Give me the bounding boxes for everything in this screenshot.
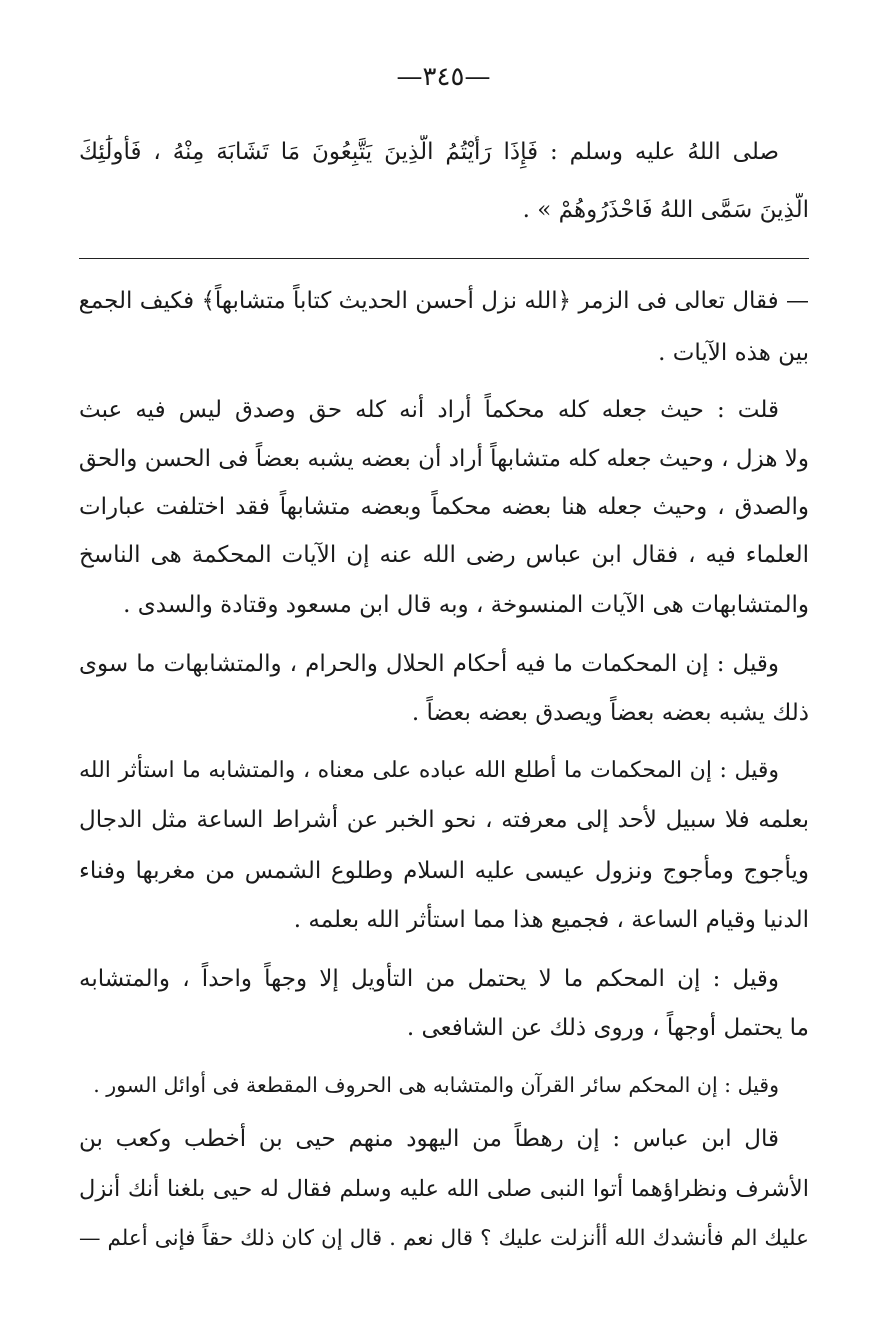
page-number: —٣٤٥—	[396, 62, 491, 92]
text-line: العلماء فيه ، فقال ابن عباس رضى الله عنه إن الآيات المحكمة هى الناسخ	[79, 542, 809, 568]
text-line: ذلك يشبه بعضه بعضاً ويصدق بعضه بعضاً .	[411, 700, 809, 726]
text-line: ولا هزل ، وحيث جعله كله متشابهاً أراد أن بعضه يشبه بعضاً فى الحسن والحق	[79, 446, 809, 472]
text-line: الأشرف ونظراؤهما أتوا النبى صلى الله عليه وسلم فقال له حيى بلغنا أنك أنزل	[79, 1176, 809, 1202]
text-line: وقيل : إن المحكم ما لا يحتمل من التأويل إلا وجهاً واحداً ، والمتشابه	[79, 966, 779, 992]
text-line: الدنيا وقيام الساعة ، فجميع هذا مما استأثر الله بعلمه .	[293, 907, 809, 933]
text-line: قلت : حيث جعله كله محكماً أراد أنه كله حق وصدق ليس فيه عبث	[79, 397, 779, 423]
text-line: بين هذه الآيات .	[658, 340, 809, 366]
text-line: ويأجوج ومأجوج ونزول عيسى عليه السلام وطلوع الشمس من مغربها وفناء	[79, 858, 809, 884]
text-line: وقيل : إن المحكمات ما أطلع الله عباده على معناه ، والمتشابه ما استأثر الله	[79, 758, 779, 783]
text-line: — فقال تعالى فى الزمر ﴿الله نزل أحسن الحديث كتاباً متشابهاً﴾ فكيف الجمع	[79, 288, 809, 314]
text-line: وقيل : إن المحكم سائر القرآن والمتشابه هى الحروف المقطعة فى أوائل السور .	[93, 1073, 779, 1097]
text-line: والمتشابهات هى الآيات المنسوخة ، وبه قال ابن مسعود وقتادة والسدى .	[123, 592, 809, 618]
text-line: وقيل : إن المحكمات ما فيه أحكام الحلال والحرام ، والمتشابهات ما سوى	[79, 651, 779, 677]
text-line: ما يحتمل أوجهاً ، وروى ذلك عن الشافعى .	[406, 1015, 809, 1041]
text-line: والصدق ، وحيث جعله هنا بعضه محكماً وبعضه متشابهاً فقد اختلفت عبارات	[79, 494, 809, 520]
quote-line-2: الَّذِينَ سَمَّى اللهُ فَاحْذَرُوهُمْ » .	[522, 197, 809, 223]
quote-line-1: صلى اللهُ عليه وسلم : فَإِذَا رَأَيْتُمُ الَّذِينَ يَتَّبِعُونَ مَا تَشَابَهَ مِنْهُ ، فَأُولَٰئِكَ	[79, 139, 779, 165]
text-line: بعلمه فلا سبيل لأحد إلى معرفته ، نحو الخبر عن أشراط الساعة مثل الدجال	[79, 807, 809, 833]
separator-rule	[79, 258, 809, 259]
text-line: قال ابن عباس : إن رهطاً من اليهود منهم حيى بن أخطب وكعب بن	[79, 1126, 779, 1152]
text-line: عليك الم فأنشدك الله أأنزلت عليك ؟ قال نعم . قال إن كان ذلك حقاً فإنى أعلم —	[79, 1226, 809, 1251]
